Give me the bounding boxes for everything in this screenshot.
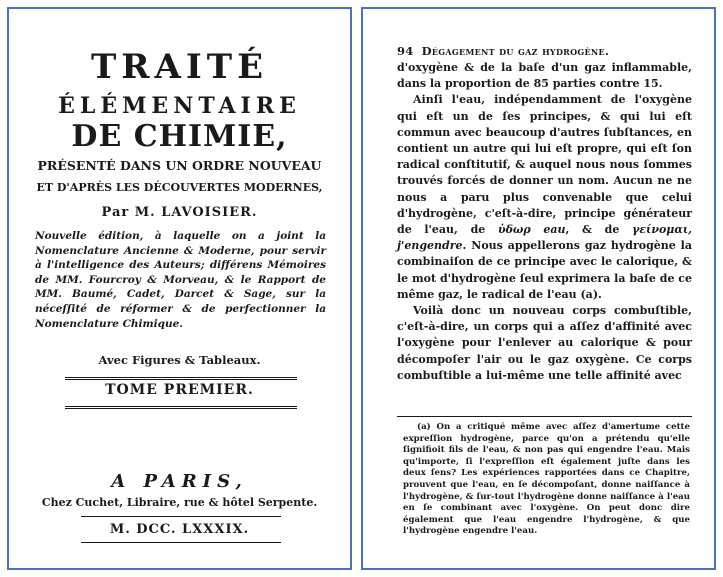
divider bbox=[81, 542, 281, 543]
author-line: Par M. LAVOISIER. bbox=[101, 205, 258, 220]
presentation-line: PRÉSENTÉ DANS UN ORDRE NOUVEAU bbox=[37, 158, 322, 173]
tome-label: TOME PREMIER. bbox=[105, 382, 254, 398]
greek-term: ὑδωρ eau bbox=[497, 223, 566, 237]
footnote: (a) On a critiqué même avec aſſez d'amertume cette expreſſion hydrogène, parce qu'on a prétendu qu'elle ſignifioit fils de l'eau, & non pas qui engendre l'eau. Mais qu'importe, ſi l'expreſſion eſt également juſte dans les deux ſens? Les expériences rapportées dans ce Chapitre, prouvent que l'eau, en ſe décompoſant, donne naiſſance à l'hydrogène, & ſur-tout l'hydrogène donne naiſſance à l'eau en ſe combinant avec l'oxygène. On peut donc dire également que l'eau engendre l'hydrogène, & que l'hydrogène engendre l'eau. bbox=[403, 422, 690, 537]
paragraph-text: Ainſi l'eau, indépendamment de l'oxygène qui eſt un de ſes principes, & qui lui eſt commun avec beaucoup d'autres ſubſtances, en contient un autre qui lui eſt propre, qui eſt ſon radical conſtitutif, & auquel nous nous ſommes trouvés forcés de donner un nom. Aucun ne ne nous a paru plus convenable que celui d'hydrogène, c'eſt-à-dire, principe générateur de l'eau, de bbox=[397, 93, 692, 237]
book-subtitle-2: DE CHIMIE, bbox=[71, 119, 288, 154]
discoveries-line: ET D'APRÈS LES DÉCOUVERTES MODERNES, bbox=[36, 181, 323, 194]
publisher-line: Chez Cuchet, Libraire, rue & hôtel Serpente. bbox=[41, 496, 318, 509]
edition-note: Nouvelle édition, à laquelle on a joint la Nomenclature Ancienne & Moderne, pour servir à l'intelligence des Auteurs; différens Mémoires de MM. Fourcroy & Morveau, & le Rapport de MM. Baumé, Cadet, Darcet & Sage, sur la néceſſité de réformer & de perfectionner la Nomenclature Chimique. bbox=[35, 230, 326, 330]
paragraph-text: . Nous appellerons gaz hydrogène la combinaiſon de ce principe avec le calorique, & le mot d'hydrogène ſeul exprimera la baſe de ce même gaz, le radical de l'eau (a). bbox=[397, 239, 692, 301]
paragraph: Voilà donc un nouveau corps combuſtible, c'eſt-à-dire, un corps qui a aſſez d'affinité avec l'oxygène pour l'enlever au calorique & pour décompoſer l'air ou le gaz oxygène. Ce corps combuſtible a lui-même une telle affinité avec bbox=[397, 304, 692, 382]
page-body bbox=[397, 60, 692, 384]
divider bbox=[81, 516, 281, 517]
footnote-divider bbox=[397, 416, 692, 417]
text-page bbox=[361, 7, 716, 570]
book-title: TRAITÉ bbox=[90, 47, 269, 87]
paragraph-text: , & de bbox=[565, 223, 633, 237]
page-number: 94 bbox=[397, 44, 414, 58]
publication-year: M. DCC. LXXXIX. bbox=[109, 522, 250, 537]
title-page bbox=[7, 7, 352, 570]
book-subtitle-1: ÉLÉMENTAIRE bbox=[58, 93, 301, 119]
running-head-title: Dégagement du gaz hydrogène. bbox=[421, 44, 610, 58]
running-head bbox=[397, 44, 694, 58]
figures-line: Avec Figures & Tableaux. bbox=[98, 353, 261, 367]
paragraph: d'oxygène & de la baſe d'un gaz inflammable, dans la proportion de 85 parties contre 15. bbox=[397, 61, 692, 91]
greek-term: γείνομαι, j'engendre bbox=[397, 223, 692, 253]
city-label: A PARIS, bbox=[111, 471, 248, 492]
paragraph bbox=[397, 92, 692, 303]
